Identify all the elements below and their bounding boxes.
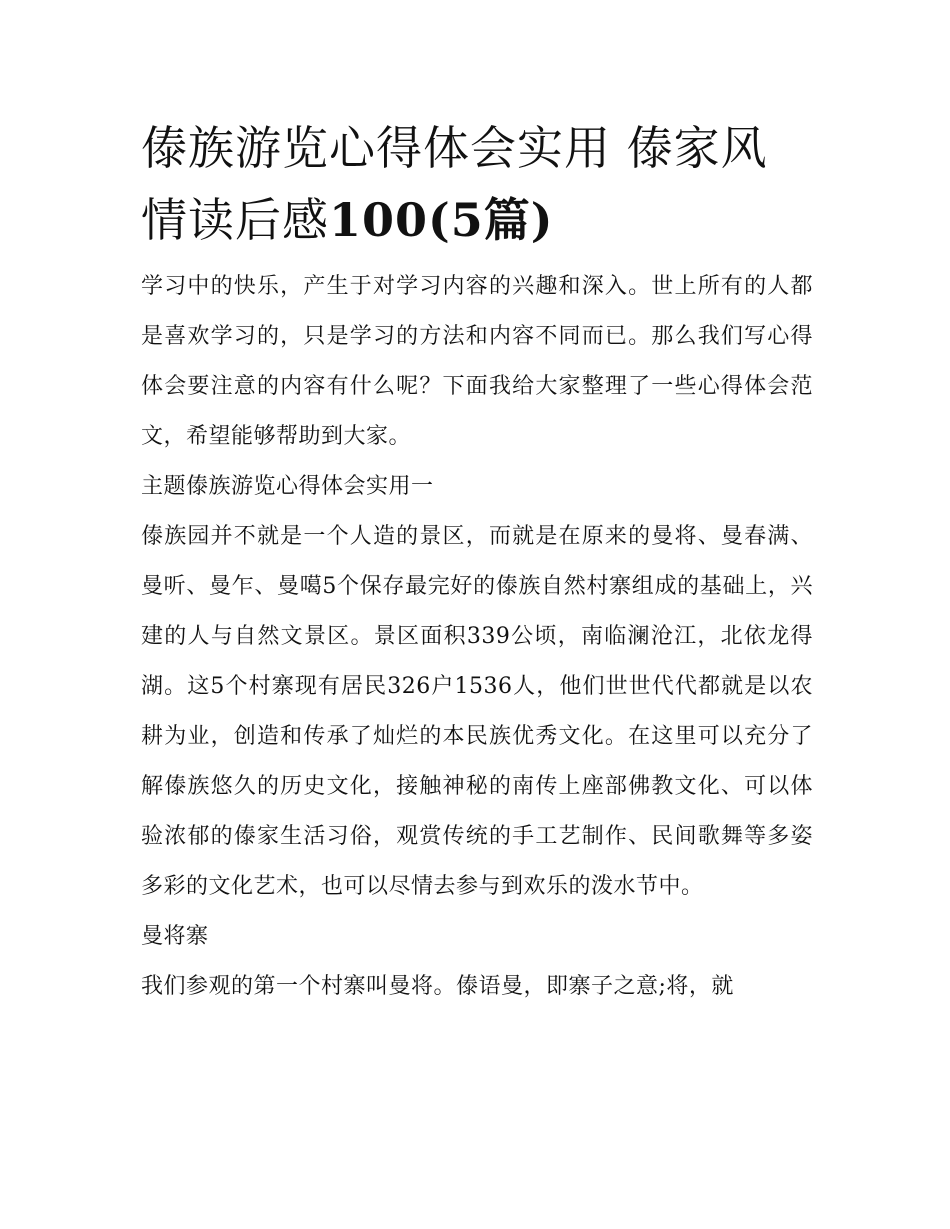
title-suffix: 100(5篇): [329, 193, 554, 247]
intro-paragraph: 学习中的快乐，产生于对学习内容的兴趣和深入。世上所有的人都是喜欢学习的，只是学习的方法和内容不同而已。那么我们写心得体会要注意的内容有什么呢？下面我给大家整理了一些心得体会范文，希望能够帮助到大家。: [141, 274, 813, 449]
title-main: 傣族游览心得体会实用 傣家风情读后感: [141, 121, 768, 247]
document-page: [141, 112, 813, 1012]
document-body: [141, 262, 813, 1012]
body-paragraph: 傣族园并不就是一个人造的景区，而就是在原来的曼将、曼春满、曼听、曼乍、曼噶5个保存最完好的傣族自然村寨组成的基础上，兴建的人与自然文景区。景区面积339公顷，南临澜沧江，北依龙得湖。这5个村寨现有居民326户1536人，他们世世代代都就是以农耕为业，创造和传承了灿烂的本民族优秀文化。在这里可以充分了解傣族悠久的历史文化，接触神秘的南传上座部佛教文化、可以体验浓郁的傣家生活习俗，观赏传统的手工艺制作、民间歌舞等多姿多彩的文化艺术，也可以尽情去参与到欢乐的泼水节中。: [141, 524, 813, 899]
subsection-heading: 曼将寨: [141, 924, 209, 949]
section-heading: 主题傣族游览心得体会实用一: [141, 474, 434, 499]
document-title: [141, 112, 813, 256]
body-paragraph: 我们参观的第一个村寨叫曼将。傣语曼，即寨子之意;将，就: [141, 974, 734, 999]
